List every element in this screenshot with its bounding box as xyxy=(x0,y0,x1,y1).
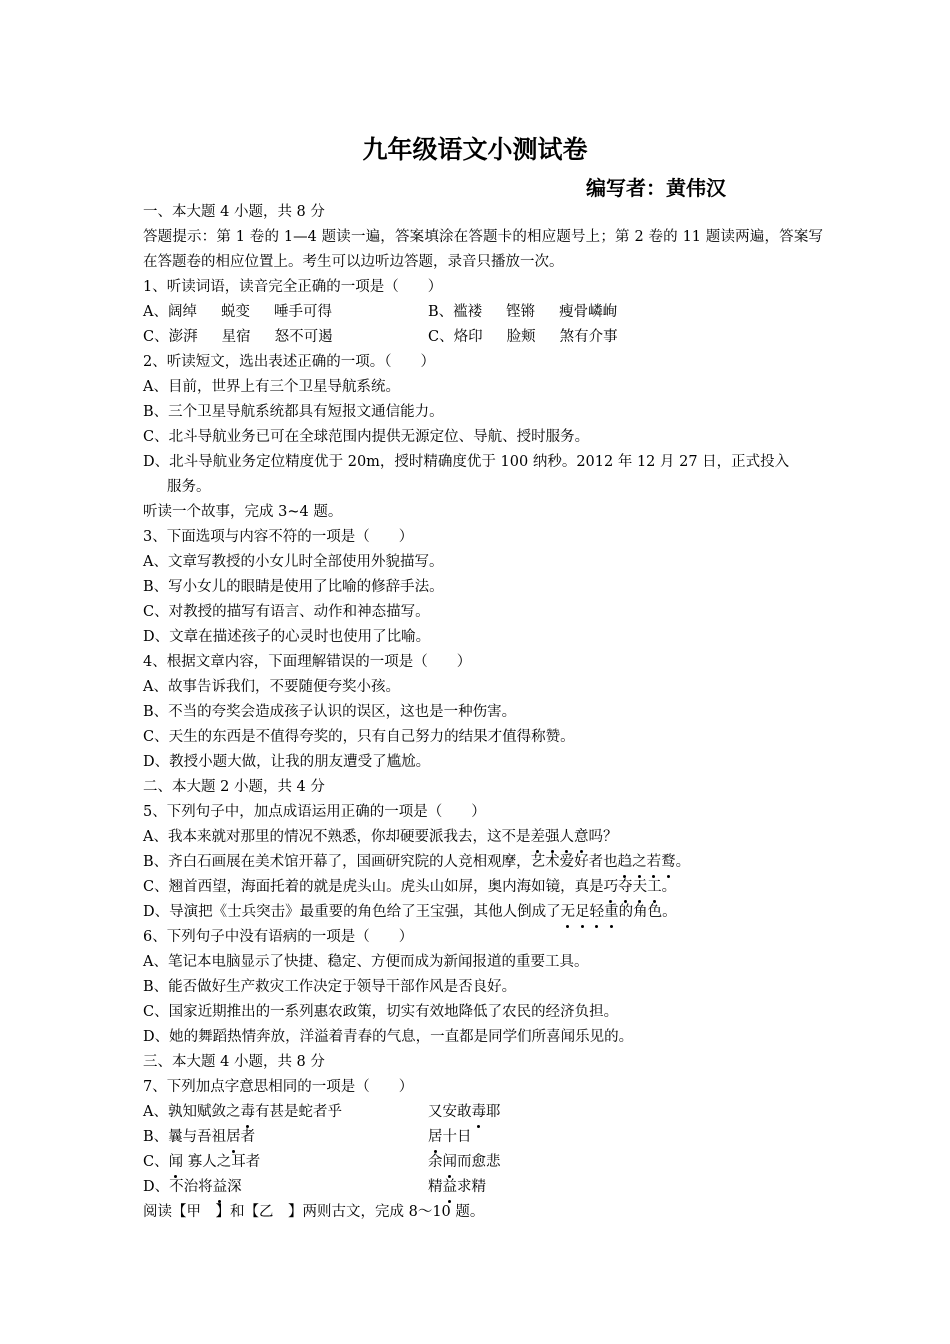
option-a: A、目前，世界上有三个卫星导航系统。 xyxy=(143,379,400,395)
option-d: D、文章在描述孩子的心灵时也使用了比喻。 xyxy=(143,629,431,645)
option-c: C、国家近期推出的一系列惠农政策，切实有效地降低了农民的经济负担。 xyxy=(143,1004,619,1020)
option-c: C、翘首西望，海面托着的就是虎头山。虎头山如屏，奥内海如镜，真是巧夺天工。 xyxy=(143,875,823,900)
question-stem: 7、下列加点字意思相同的一项是（ ） xyxy=(143,1079,414,1095)
option-d-continued: 服务。 xyxy=(167,479,211,495)
option-b: B、能否做好生产救灾工作决定于领导干部作风是否良好。 xyxy=(143,979,517,995)
section-heading: 二、本大题 2 小题，共 4 分 xyxy=(143,779,325,795)
option-b: B、褴褛 铿锵 瘦骨嶙峋 xyxy=(428,304,618,320)
option-d: D、她的舞蹈热情奔放，洋溢着青春的气息，一直都是同学们所喜闻乐见的。 xyxy=(143,1029,634,1045)
question-stem: 5、下列句子中，加点成语运用正确的一项是（ ） xyxy=(143,804,486,820)
option-a: A、孰知赋敛之毒有甚是蛇者乎 又安敢毒耶 xyxy=(143,1100,823,1125)
option-a: A、我本来就对那里的情况不熟悉，你却硬要派我去，这不是差强人意吗？ xyxy=(143,825,823,850)
option-b: B、写小女儿的眼睛是使用了比喻的修辞手法。 xyxy=(143,579,444,595)
question-stem: 6、下列句子中没有语病的一项是（ ） xyxy=(143,929,414,945)
option-a: A、阔绰 蜕变 唾手可得 xyxy=(143,304,332,320)
option-b: B、不当的夸奖会造成孩子认识的误区，这也是一种伤害。 xyxy=(143,704,517,720)
instructions: 答题提示：第 1 卷的 1—4 题读一遍，答案填涂在答题卡的相应题号上；第 2 卷的 11 题读两遍，答案写在答题卷的相应位置上。考生可以边听边答题，录音只播放一次。 xyxy=(143,229,823,270)
option-b: B、曩与吾祖居者 居十日 xyxy=(143,1125,823,1150)
question-stem: 1、听读词语，读音完全正确的一项是（ ） xyxy=(143,279,443,295)
section-heading: 三、本大题 4 小题，共 8 分 xyxy=(143,1054,325,1070)
section-heading: 一、本大题 4 小题，共 8 分 xyxy=(143,204,325,220)
option-d: D、不治将益深 精益求精 xyxy=(143,1175,823,1200)
option-c: C、对教授的描写有语言、动作和神态描写。 xyxy=(143,604,430,620)
option-row xyxy=(143,300,823,325)
option-a: A、故事告诉我们，不要随便夸奖小孩。 xyxy=(143,679,400,695)
option-d: D、北斗导航业务定位精度优于 20m，授时精确度优于 100 纳秒。2012 年 12 月 27 日，正式投入 xyxy=(143,454,790,470)
page-title: 九年级语文小测试卷 xyxy=(362,135,588,164)
option-a: A、文章写教授的小女儿时全部使用外貌描写。 xyxy=(143,554,444,570)
option-c: C、天生的东西是不值得夸奖的，只有自己努力的结果才值得称赞。 xyxy=(143,729,575,745)
option-d: D、教授小题大做，让我的朋友遭受了尴尬。 xyxy=(143,754,431,770)
option-a: A、笔记本电脑显示了快捷、稳定、方便而成为新闻报道的重要工具。 xyxy=(143,954,589,970)
exam-content xyxy=(143,200,823,1225)
option-c: C、北斗导航业务已可在全球范围内提供无源定位、导航、授时服务。 xyxy=(143,429,590,445)
option-b: B、三个卫星导航系统都具有短报文通信能力。 xyxy=(143,404,444,420)
story-intro: 听读一个故事，完成 3~4 题。 xyxy=(143,504,343,520)
option-b: B、齐白石画展在美术馆开幕了，国画研究院的人竞相观摩，艺术爱好者也趋之若鹜。 xyxy=(143,850,823,875)
option-d: D、导演把《士兵突击》最重要的角色给了王宝强，其他人倒成了无足轻重的角色。 xyxy=(143,900,823,925)
author-line: 编写者：黄伟汉 xyxy=(586,176,726,200)
option-c: C、澎湃 星宿 怒不可遏 xyxy=(143,329,333,345)
question-stem: 2、听读短文，选出表述正确的一项。（ ） xyxy=(143,354,435,370)
question-stem: 3、下面选项与内容不符的一项是（ ） xyxy=(143,529,414,545)
option-c: C、闻 寡人之耳者 余闻而愈悲 xyxy=(143,1150,823,1175)
option-row xyxy=(143,325,823,350)
reading-intro: 阅读【甲 】和【乙 】两则古文，完成 8～10 题。 xyxy=(143,1204,485,1220)
option-d: C、烙印 脸颊 煞有介事 xyxy=(428,329,618,345)
question-stem: 4、根据文章内容，下面理解错误的一项是（ ） xyxy=(143,654,472,670)
